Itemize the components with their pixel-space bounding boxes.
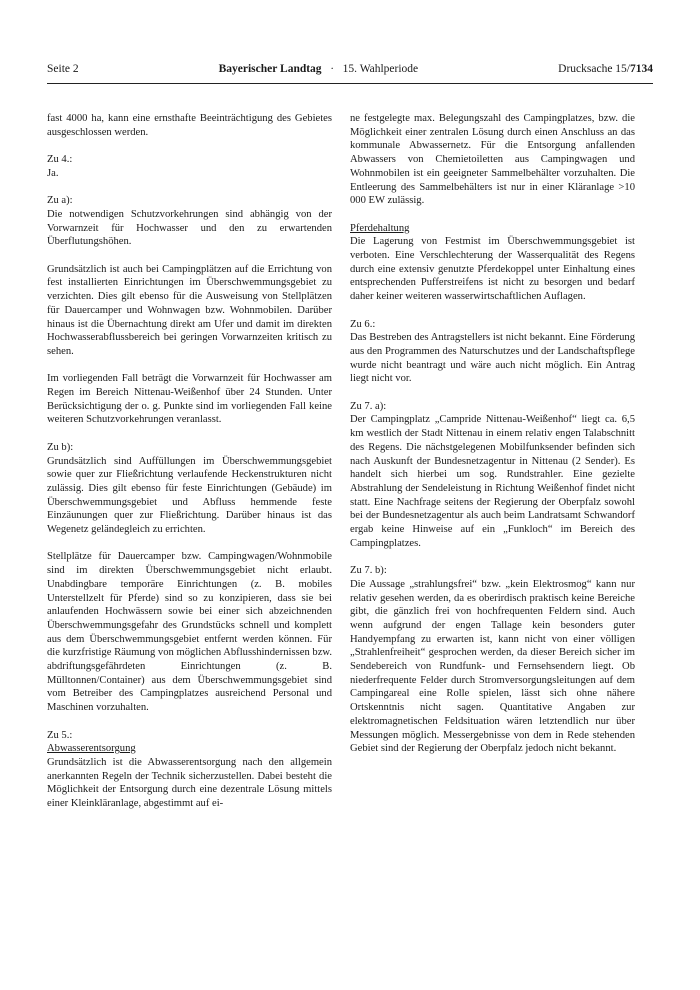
section-text-zu-a: Die notwendigen Schutzvorkehrungen sind abhängig von der Vorwarnzeit für Hochwasser und den zu erwartenden Überflutungshöhen. [47,208,332,248]
section-heading-zu-5: Zu 5.: [47,729,73,741]
subheading-abwasserentsorgung: Abwasserentsorgung [47,743,136,755]
right-column [350,112,635,770]
header-rule [47,83,653,84]
section-text-zu-7b: Die Aussage „strahlungsfrei“ bzw. „kein Elektrosmog“ kann nur relativ gesehen werden, da es oberirdisch praktisch keine Bereiche gibt, die gänzlich frei von hochfrequenten Feldern sind. Auch wenn aufgrund der engen Tallage kein besonders guter Handyempfang zu erwarten ist, kann nicht von einer völligen „Strahlenfreiheit“ gesprochen werden, da dieser Bereich sicher im Sendebereich von Rundfunk- und Fernsehsendern liegt. Ob niederfrequente Felder durch Stromversorgungsleitungen auf dem Campingareal eine Rolle spielen, lässt sich ohne nähere Ortskenntnis nicht sagen. Quantitative Angaben zur elektromagnetischen Feldsituation wären letztendlich nur über Messungen möglich. Messergebnisse von dem in Rede stehenden Gebiet sind der Regierung der Oberpfalz jedoch nicht bekannt. [350,578,635,755]
document-number [558,63,653,75]
document-prefix: Drucksache 15/ [558,63,630,75]
left-column [47,112,332,824]
paragraph: Grundsätzlich ist auch bei Campingplätzen auf die Errichtung von fest installierten Einrichtungen im Überschwemmungsgebiet zu verzichten. Dies gilt ebenso für die Ausweisung von Stellplätzen für Dauercamper und Wohnwagen bzw. Wohnmobilen. Darüber hinaus ist die Übernachtung direkt am Ufer und damit im direkten Hochwasserabflussbereich bei geringen Vorwarnzeiten kritisch zu sehen. [47,263,332,357]
page-number: Seite 2 [47,63,79,75]
paragraph: fast 4000 ha, kann eine ernsthafte Beeinträchtigung des Gebietes ausgeschlossen werden. [47,113,332,138]
document-number-value: 7134 [630,63,653,75]
section-heading-zu-7b: Zu 7. b): [350,565,387,577]
paragraph: Im vorliegenden Fall beträgt die Vorwarnzeit für Hochwasser am Regen im Bereich Nittenau-Weißenhof über 24 Stunden. Unter Berücksichtigung der o. g. Punkte sind im vorliegenden Fall keine weiteren Schutzvorkehrungen veranlasst. [47,373,332,426]
section-heading-zu-b: Zu b): [47,441,74,453]
header-separator: · [330,63,335,75]
section-text-pferdehaltung: Die Lagerung von Festmist im Überschwemmungsgebiet ist verboten. Eine Verschlechterung der Wasserqualität des Regens durch eine extensiv genutzte Pferdekoppel unter Einhaltung eines entsprechenden Pufferstreifens ist nicht zu besorgen und bedarf daher keiner weiteren wasserwirtschaftlichen Auflagen. [350,236,635,303]
section-text-zu-6: Das Bestreben des Antragstellers ist nicht bekannt. Eine Förderung aus den Programmen des Naturschutzes und der Landschaftspflege wurde nicht beantragt und wäre auch nicht möglich. Ein Antrag liegt nicht vor. [350,332,635,385]
parliament-name: Bayerischer Landtag [218,63,322,75]
subheading-pferdehaltung: Pferdehaltung [350,222,410,234]
paragraph: ne festgelegte max. Belegungszahl des Campingplatzes, bzw. die Möglichkeit einer zentralen Lösung durch einen Anschluss an das kommunale Abwassernetz. Für die Entsorgung anfallenden Abwassers von Chemietoiletten aus Campingwagen und Wohnmobilen ist ein geeigneter Sammelbehälter vorzuhalten. Die Entleerung des Sammelbehälters ist nur in einer Kläranlage >10 000 EW zulässig. [350,113,635,207]
header-center [219,63,419,75]
section-heading-zu-7a: Zu 7. a): [350,400,387,412]
section-text-zu-b: Grundsätzlich sind Auffüllungen im Überschwemmungsgebiet sowie quer zur Fließrichtung verlaufende Heckenstrukturen nicht zulässig. Dies gilt ebenso für feste Einrichtungen (Gebäude) im Überschwemmungsgebiet und Abfluss hemmende feste Einzäunungen quer zur Fließrichtung. Darüber hinaus ist das Wegenetz geländegleich zu errichten. [47,455,332,536]
section-heading-zu-a: Zu a): [47,195,73,207]
section-text-zu-5: Grundsätzlich ist die Abwasserentsorgung nach den allgemein anerkannten Regeln der Technik sicherzustellen. Dabei besteht die Möglichkeit der Entsorgung durch eine dezentrale Lösung mittels einer Kleinkläranlage, abgestimmt auf ei- [47,756,332,810]
election-period: 15. Wahlperiode [342,63,419,75]
section-text-zu-4: Ja. [47,167,59,179]
paragraph: Stellplätze für Dauercamper bzw. Campingwagen/Wohnmobile sind im direkten Überschwemmungsgebiet nicht erlaubt. Unabdingbare temporäre Einrichtungen (z. B. mobiles Unterstellzelt für Pferde) sind so zu konzipieren, dass sie bei anlaufenden Hochwässern sowie bei einer sich abzeichnenden Überschwemmungsgefahr des Grundstücks schnell und komplett aus dem Überschwemmungsgebiet entfernt werden können. Für die kurzfristige Räumung von möglichen Abflusshindernissen bzw. abdriftungsgefährdeten Einrichtungen (z. B. Mülltonnen/Container) aus dem Überschwemmungsgebiet sind vom Betreiber des Campingplatzes ausreichend Personal und Maschinen vorzuhalten. [47,551,333,714]
section-text-zu-7a: Der Campingplatz „Campride Nittenau-Weißenhof“ liegt ca. 6,5 km westlich der Stadt Nittenau in einem relativ engen Talabschnitt des Regens. Die nächstgelegenen Mobilfunksender befinden sich nach Auskunft der Bundesnetzagentur in Nittenau (2 Sender). Es handelt sich hierbei um sog. Rundstrahler. Eine gezielte Abstrahlung der Sendeleistung in Richtung Weißenhof findet nicht statt. Eine Nachfrage seitens der Regierung der Oberpfalz sowohl bei der Bundesnetzagentur als auch beim Landratsamt Schwandorf ergab keine Hinweise auf ein „Funkloch“ im Bereich des Campingplatzes. [350,414,635,549]
section-heading-zu-6: Zu 6.: [350,318,376,330]
page-header [47,63,653,81]
section-heading-zu-4: Zu 4.: [47,154,73,166]
